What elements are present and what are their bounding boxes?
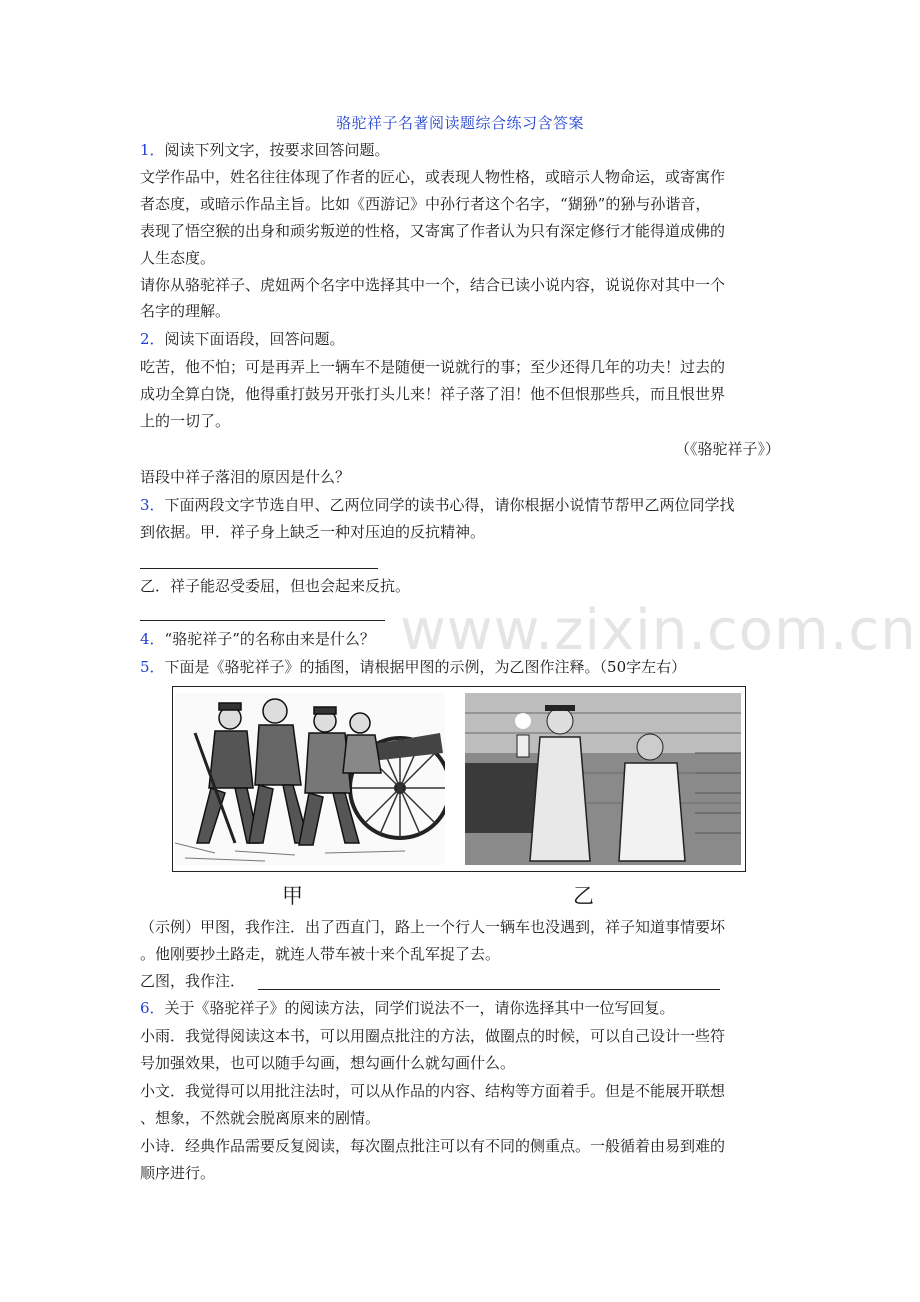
q6-xiaoshi-line: 顺序进行。	[140, 1164, 216, 1182]
document-title: 骆驼祥子名著阅读题综合练习含答案	[335, 114, 584, 132]
q2-passage-line: 吃苦，他不怕；可是再弄上一辆车不是随便一说就行的事；至少还得几年的功夫！过去的	[140, 358, 726, 376]
q2-source: （《骆驼祥子》）	[674, 440, 780, 458]
q6-xiaowen-line: 小文．我觉得可以用批注法时，可以从作品的内容、结构等方面着手。但是不能展开联想	[140, 1082, 726, 1100]
q5-yi-answer-line[interactable]	[258, 989, 720, 990]
q6-xiaoshi-line: 小诗．经典作品需要反复阅读，每次圈点批注可以有不同的侧重点。一般循着由易到难的	[140, 1137, 726, 1155]
q4-prompt: 4．“骆驼祥子”的名称由来是什么？	[140, 630, 375, 648]
q5-example-line: （示例）甲图，我作注．出了西直门，路上一个行人一辆车也没遇到，祥子知道事情要坏	[140, 918, 726, 936]
caption-jia: 甲	[282, 884, 303, 908]
q3-jia-answer-line[interactable]	[140, 568, 378, 569]
q1-passage-line: 者态度，或暗示作品主旨。比如《西游记》中孙行者这个名字，“猢狲”的狲与孙谐音，	[140, 195, 711, 213]
q1-passage-line: 人生态度。	[140, 249, 216, 267]
q3-yi-answer-line[interactable]	[140, 620, 385, 621]
q1-ask-line: 名字的理解。	[140, 302, 231, 320]
q1-passage-line: 文学作品中，姓名往往体现了作者的匠心，或表现人物性格，或暗示人物命运，或寄寓作	[140, 168, 726, 186]
q2-ask: 语段中祥子落泪的原因是什么？	[140, 468, 351, 486]
q1-ask-line: 请你从骆驼祥子、虎妞两个名字中选择其中一个，结合已读小说内容，说说你对其中一个	[140, 276, 726, 294]
q6-xiaowen-line: 、想象，不然就会脱离原来的剧情。	[140, 1109, 381, 1127]
q2-prompt: 2．阅读下面语段，回答问题。	[140, 330, 345, 348]
q2-passage-line: 上的一切了。	[140, 412, 231, 430]
q6-xiaoyu-line: 小雨．我觉得阅读这本书，可以用圈点批注的方法，做圈点的时候，可以自己设计一些符	[140, 1027, 726, 1045]
q1-passage-line: 表现了悟空猴的出身和顽劣叛逆的性格，又寄寓了作者认为只有深定修行才能得道成佛的	[140, 222, 726, 240]
q6-prompt: 6．关于《骆驼祥子》的阅读方法，同学们说法不一，请你选择其中一位写回复。	[140, 999, 675, 1017]
q5-example-line: 。他刚要抄土路走，就连人带车被十来个乱军捉了去。	[140, 945, 501, 963]
q3-yi: 乙．祥子能忍受委屈，但也会起来反抗。	[140, 577, 411, 595]
q5-yi-label: 乙图，我作注．	[140, 972, 246, 990]
q2-passage-line: 成功全算白饶，他得重打鼓另开张打头儿来！祥子落了泪！他不但恨那些兵，而且恨世界	[140, 385, 726, 403]
illustration-yi	[465, 693, 741, 865]
q3-prompt: 3．下面两段文字节选自甲、乙两位同学的读书心得，请你根据小说情节帮甲乙两位同学找	[140, 496, 735, 514]
q6-xiaoyu-line: 号加强效果，也可以随手勾画，想勾画什么就勾画什么。	[140, 1054, 516, 1072]
q1-prompt: 1．阅读下列文字，按要求回答问题。	[140, 141, 390, 159]
q3-prompt-cont: 到依据。甲．祥子身上缺乏一种对压迫的反抗精神。	[140, 523, 486, 541]
watermark: www.zixin.com.cn	[400, 598, 917, 663]
caption-yi: 乙	[573, 884, 594, 908]
illustration-frame	[172, 686, 746, 872]
illustration-jia	[175, 693, 445, 865]
q5-prompt: 5．下面是《骆驼祥子》的插图，请根据甲图的示例，为乙图作注释。（50字左右）	[140, 658, 687, 676]
